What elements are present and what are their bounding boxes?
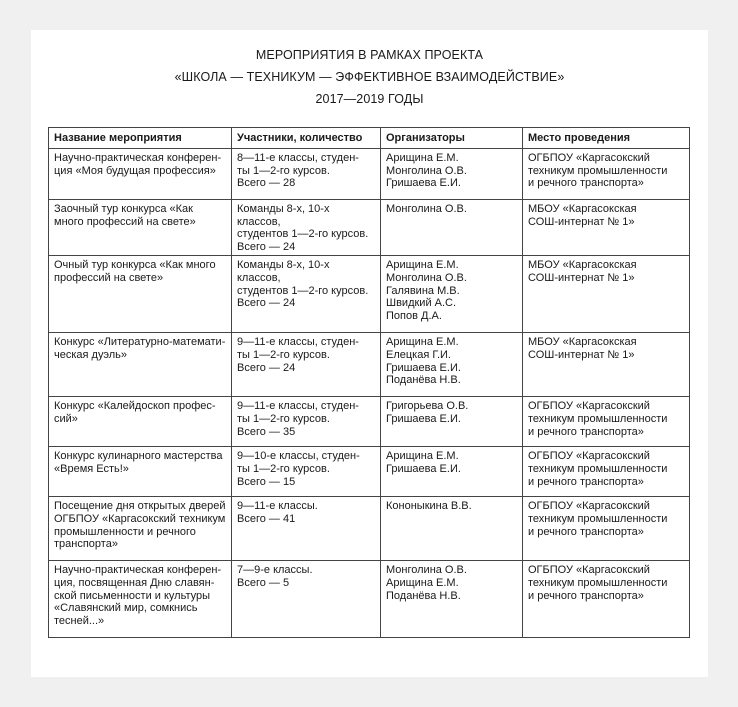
header-venue: Место проведения [523, 128, 690, 149]
cell-event-name: Конкурс «Калейдоскоп профес- сий» [49, 397, 232, 447]
cell-participants: 9—11-е классы, студен- ты 1—2-го курсов. Всего — 35 [232, 397, 381, 447]
cell-event-name: Заочный тур конкурса «Как много профессий на свете» [49, 200, 232, 256]
cell-organizers: Монголина О.В. [381, 200, 523, 256]
title-line-1: МЕРОПРИЯТИЯ В РАМКАХ ПРОЕКТА [255, 48, 484, 62]
header-organizers: Организаторы [381, 128, 523, 149]
table-row [49, 256, 690, 333]
document-title [31, 44, 708, 110]
cell-venue: ОГБПОУ «Каргасокский техникум промышленности и речного транспорта» [523, 149, 690, 200]
table-header-row [49, 128, 690, 149]
cell-participants: 7—9-е классы. Всего — 5 [232, 561, 381, 638]
cell-participants: 9—11-е классы. Всего — 41 [232, 497, 381, 561]
header-participants: Участники, количество [232, 128, 381, 149]
cell-organizers: Кононыкина В.В. [381, 497, 523, 561]
cell-venue: МБОУ «Каргасокская СОШ-интернат № 1» [523, 200, 690, 256]
cell-participants: 9—10-е классы, студен- ты 1—2-го курсов. Всего — 15 [232, 447, 381, 497]
cell-event-name: Посещение дня открытых дверей ОГБПОУ «Каргасокский техникум промышленности и речного транспорта» [49, 497, 232, 561]
cell-event-name: Конкурс «Литературно-математи- ческая дуэль» [49, 333, 232, 397]
cell-venue: ОГБПОУ «Каргасокский техникум промышленности и речного транспорта» [523, 397, 690, 447]
cell-venue: ОГБПОУ «Каргасокский техникум промышленности и речного транспорта» [523, 497, 690, 561]
cell-event-name: Научно-практическая конферен- ция, посвященная Дню славян- ской письменности и культуры «Славянский мир, сомкнись тесней...» [49, 561, 232, 638]
table-row [49, 333, 690, 397]
cell-organizers: Арищина Е.М. Монголина О.В. Гришаева Е.И. [381, 149, 523, 200]
cell-venue: ОГБПОУ «Каргасокский техникум промышленности и речного транспорта» [523, 561, 690, 638]
header-event-name: Название мероприятия [49, 128, 232, 149]
document-page [31, 30, 708, 677]
cell-event-name: Очный тур конкурса «Как много профессий на свете» [49, 256, 232, 333]
cell-organizers: Григорьева О.В. Гришаева Е.И. [381, 397, 523, 447]
table-row [49, 561, 690, 638]
cell-venue: МБОУ «Каргасокская СОШ-интернат № 1» [523, 333, 690, 397]
cell-participants: 8—11-е классы, студен- ты 1—2-го курсов. Всего — 28 [232, 149, 381, 200]
table-row [49, 200, 690, 256]
title-line-2: «ШКОЛА — ТЕХНИКУМ — ЭФФЕКТИВНОЕ ВЗАИМОДЕЙСТВИЕ» [174, 70, 565, 84]
cell-venue: ОГБПОУ «Каргасокский техникум промышленности и речного транспорта» [523, 447, 690, 497]
cell-venue: МБОУ «Каргасокская СОШ-интернат № 1» [523, 256, 690, 333]
cell-organizers: Монголина О.В. Арищина Е.М. Поданёва Н.В. [381, 561, 523, 638]
cell-organizers: Арищина Е.М. Монголина О.В. Галявина М.В. Швидкий А.С. Попов Д.А. [381, 256, 523, 333]
events-table [48, 127, 690, 638]
table-row [49, 149, 690, 200]
table-row [49, 397, 690, 447]
cell-event-name: Конкурс кулинарного мастерства «Время Есть!» [49, 447, 232, 497]
table-row [49, 497, 690, 561]
cell-event-name: Научно-практическая конферен- ция «Моя будущая профессия» [49, 149, 232, 200]
cell-organizers: Арищина Е.М. Гришаева Е.И. [381, 447, 523, 497]
cell-participants: Команды 8-х, 10-х классов, студентов 1—2-го курсов. Всего — 24 [232, 200, 381, 256]
cell-participants: Команды 8-х, 10-х классов, студентов 1—2-го курсов. Всего — 24 [232, 256, 381, 333]
title-line-3: 2017—2019 ГОДЫ [315, 92, 424, 106]
cell-participants: 9—11-е классы, студен- ты 1—2-го курсов. Всего — 24 [232, 333, 381, 397]
table-row [49, 447, 690, 497]
cell-organizers: Арищина Е.М. Елецкая Г.И. Гришаева Е.И. Поданёва Н.В. [381, 333, 523, 397]
